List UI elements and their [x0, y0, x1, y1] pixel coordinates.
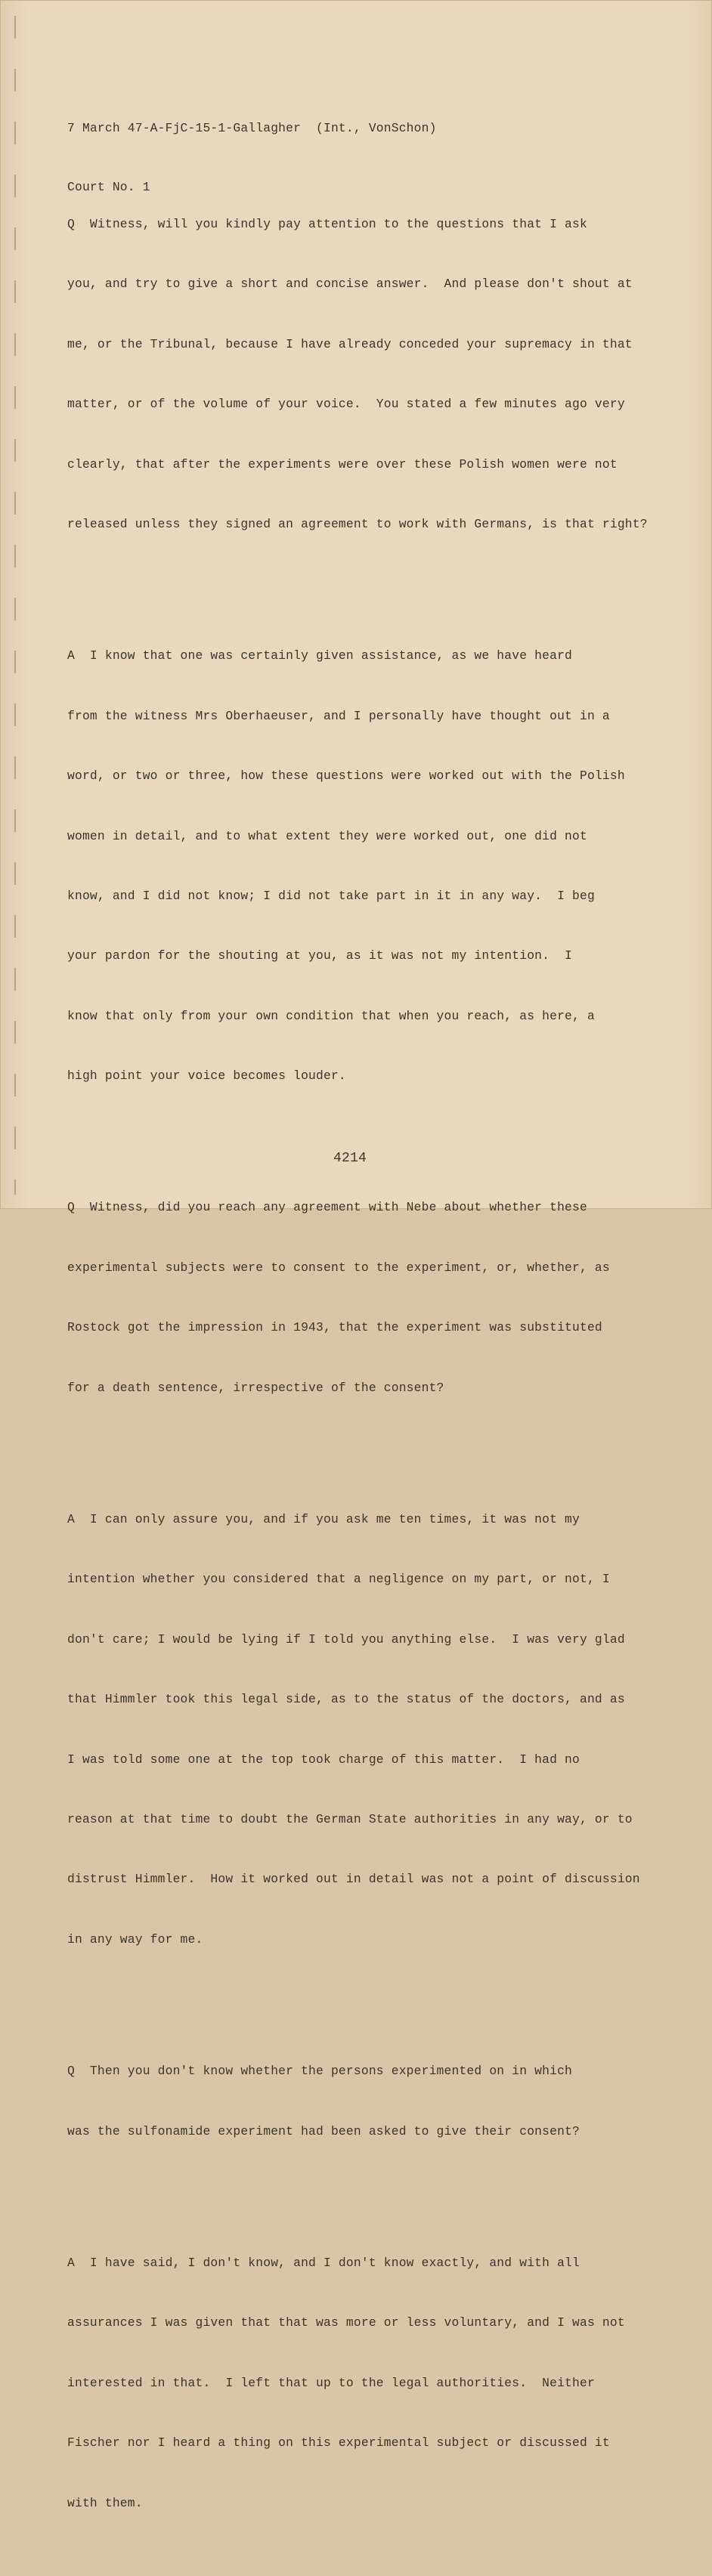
- text-line: intention whether you considered that a negligence on my part, or not, I: [67, 1572, 610, 1587]
- page-number: 4214: [333, 1151, 367, 1166]
- text-line: don't care; I would be lying if I told you anything else. I was very glad: [67, 1631, 625, 1647]
- text-line: experimental subjects were to consent to the experiment, or, whether, as: [67, 1260, 610, 1275]
- text-line: in any way for me.: [67, 1931, 203, 1947]
- answer-paragraph: [67, 611, 672, 1120]
- text-line: released unless they signed an agreement to work with Germans, is that right?: [67, 516, 648, 531]
- text-line: your pardon for the shouting at you, as it was not my intention. I: [67, 948, 573, 963]
- text-line: know that only from your own condition that when you reach, as here, a: [67, 1008, 595, 1023]
- transcript-body: [67, 137, 672, 2576]
- text-line: Fischer nor I heard a thing on this experimental subject or discussed it: [67, 2435, 610, 2451]
- text-line: word, or two or three, how these questions were worked out with the Polish: [67, 768, 625, 784]
- answer-paragraph: [67, 1475, 672, 1984]
- text-line: know, and I did not know; I did not take part in it in any way. I beg: [67, 888, 595, 903]
- header-line-court: Court No. 1: [67, 180, 150, 194]
- text-line: that Himmler took this legal side, as to the status of the doctors, and as: [67, 1692, 625, 1707]
- text-line: with them.: [67, 2495, 143, 2510]
- text-line: A I have said, I don't know, and I don't know exactly, and with all: [67, 2255, 580, 2270]
- text-line: for a death sentence, irrespective of the consent?: [67, 1380, 444, 1395]
- text-line: interested in that. I left that up to the legal authorities. Neither: [67, 2375, 595, 2390]
- text-line: women in detail, and to what extent they were worked out, one did not: [67, 828, 587, 843]
- text-line: was the sulfonamide experiment had been asked to give their consent?: [67, 2123, 580, 2138]
- text-line: reason at that time to doubt the German State authorities in any way, or to: [67, 1811, 633, 1826]
- text-line: Q Then you don't know whether the persons experimented on in which: [67, 2064, 573, 2079]
- text-line: Q Witness, will you kindly pay attention to the questions that I ask: [67, 217, 587, 231]
- paper-edge-marks: [14, 16, 16, 1195]
- text-line: distrust Himmler. How it worked out in detail was not a point of discussion: [67, 1872, 640, 1887]
- text-line: A I know that one was certainly given assistance, as we have heard: [67, 648, 573, 663]
- text-line: I was told some one at the top took charge of this matter. I had no: [67, 1752, 580, 1767]
- answer-paragraph: [67, 2219, 672, 2547]
- text-line: high point your voice becomes louder.: [67, 1068, 346, 1084]
- question-paragraph: [67, 2027, 672, 2176]
- text-line: me, or the Tribunal, because I have already conceded your supremacy in that: [67, 336, 633, 351]
- text-line: you, and try to give a short and concise answer. And please don't shout at: [67, 277, 633, 292]
- text-line: Q Witness, did you reach any agreement with Nebe about whether these: [67, 1200, 587, 1215]
- text-line: A I can only assure you, and if you ask me ten times, it was not my: [67, 1512, 580, 1527]
- text-line: matter, or of the volume of your voice. You stated a few minutes ago very: [67, 397, 625, 412]
- text-line: assurances I was given that that was more or less voluntary, and I was not: [67, 2315, 625, 2330]
- text-line: from the witness Mrs Oberhaeuser, and I personally have thought out in a: [67, 708, 610, 723]
- question-paragraph: [67, 180, 672, 568]
- text-line: clearly, that after the experiments were over these Polish women were not: [67, 456, 618, 472]
- text-line: Rostock got the impression in 1943, that the experiment was substituted: [67, 1320, 602, 1335]
- question-paragraph: [67, 1163, 672, 1432]
- header-line-date-case: 7 March 47-A-FjC-15-1-Gallagher (Int., VonSchon): [67, 121, 437, 135]
